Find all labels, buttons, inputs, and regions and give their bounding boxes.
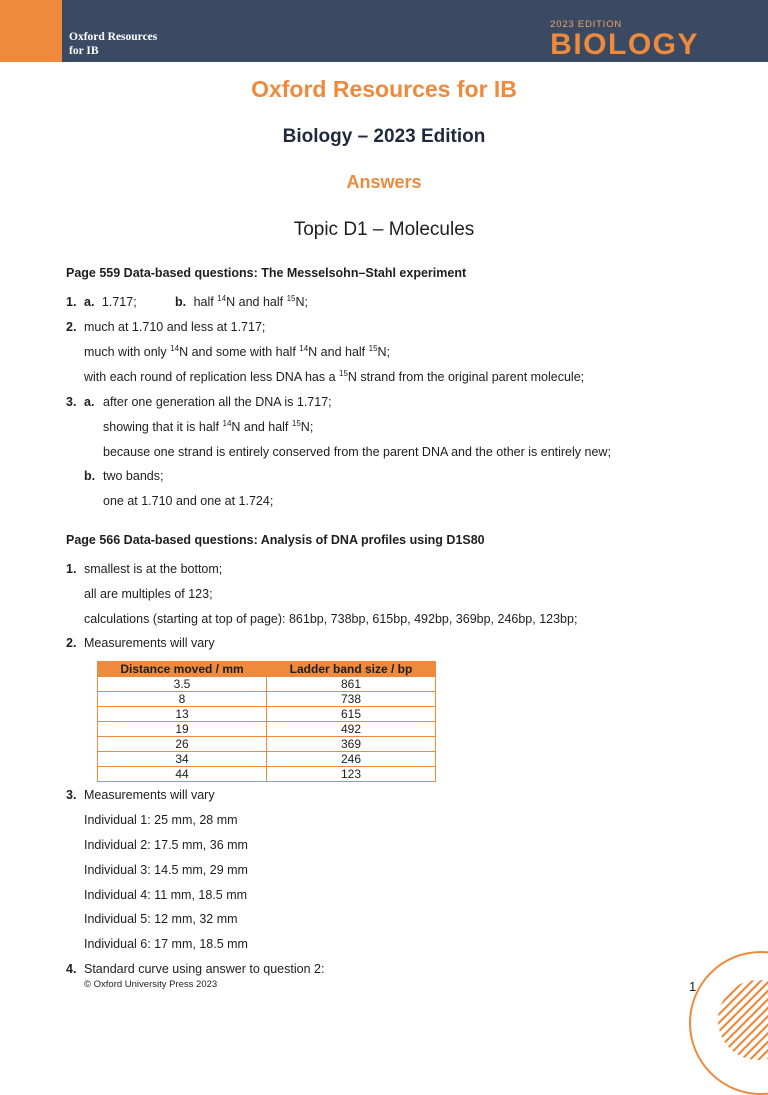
s1-q1a [84,294,137,310]
answer-text: 1.717; [101,295,137,309]
brand-logo [69,30,157,58]
individual-line: Individual 5: 12 mm, 32 mm [84,912,238,926]
s1-q1b [175,294,308,310]
answer-text-part: N and half [226,295,287,309]
table-cell: 369 [267,737,436,752]
table-cell: 123 [267,767,436,782]
isotope-15: 15 [291,418,301,428]
s1-q3b [84,468,95,484]
copyright: © Oxford University Press 2023 [84,979,218,990]
table-cell: 738 [267,692,436,707]
table-row [98,737,436,752]
table-cell: 246 [267,752,436,767]
topic-title: Topic D1 – Molecules [293,219,475,240]
answer-text-part: half [193,295,218,309]
answer-text-part: N strand from the original parent molecule; [347,370,585,384]
edition-label: 2023 EDITION [550,19,623,30]
table-cell: 13 [98,707,267,722]
individual-line: Individual 2: 17.5 mm, 36 mm [84,838,248,852]
s2-q2 [66,635,76,651]
question-number: 1. [66,562,77,576]
answer-text-part: N and half [308,345,369,359]
question-number: 2. [66,636,77,650]
table-cell: 615 [267,707,436,722]
header-accent-block [0,0,62,62]
isotope-14: 14 [299,343,309,353]
table-cell: 861 [267,677,436,692]
table-row [98,767,436,782]
section-1-heading: Page 559 Data-based questions: The Messelsohn–Stahl experiment [66,266,467,280]
question-number: 1. [66,295,77,309]
individual-line: Individual 6: 17 mm, 18.5 mm [84,937,248,951]
answer-line: calculations (starting at top of page): 861bp, 738bp, 615bp, 492bp, 369bp, 246bp, 123bp; [84,612,578,626]
table-row [98,752,436,767]
answer-text-part: showing that it is half [103,420,223,434]
table-cell: 8 [98,692,267,707]
isotope-15: 15 [339,368,348,378]
answer-text-part: much with only [84,345,171,359]
answer-text-part: N; [295,295,309,309]
table-header-band-size: Ladder band size / bp [267,662,436,677]
answer-line: much at 1.710 and less at 1.717; [84,320,266,334]
s1-q1 [66,294,76,310]
answer-line: smallest is at the bottom; [84,562,223,576]
brand-line-2: for IB [69,45,99,57]
answer-text-part: N; [377,345,391,359]
page-header [0,0,768,62]
s2-q3 [66,787,76,803]
table-cell: 34 [98,752,267,767]
s1-q2 [66,319,76,335]
brand-line-1: Oxford Resources [69,31,158,43]
table-cell: 26 [98,737,267,752]
table-header-row [98,662,436,677]
isotope-15: 15 [368,343,378,353]
document-subtitle: Biology – 2023 Edition [282,126,486,147]
answer-line: Measurements will vary [84,788,215,802]
table-cell: 492 [267,722,436,737]
isotope-15: 15 [286,293,296,303]
answer-text-part: N and half [231,420,292,434]
answer-text-part: N and some with half [179,345,300,359]
table-cell: 3.5 [98,677,267,692]
part-letter: a. [84,395,95,409]
isotope-14: 14 [217,293,227,303]
table-cell: 44 [98,767,267,782]
part-letter: b. [84,469,96,483]
answer-line [84,344,390,360]
individual-line: Individual 4: 11 mm, 18.5 mm [84,888,248,902]
table-row [98,677,436,692]
table-cell: 19 [98,722,267,737]
s1-q3 [66,394,76,410]
question-number: 3. [66,788,77,802]
answer-line: because one strand is entirely conserved from the parent DNA and the other is entirely new; [103,445,611,459]
answer-line [103,419,313,435]
question-number: 3. [66,395,77,409]
s1-q3a [84,394,94,410]
table-row [98,722,436,737]
page-number: 1 [689,979,697,994]
part-letter: b. [175,295,187,309]
answer-text-part: with each round of replication less DNA has a [84,370,339,384]
question-number: 2. [66,320,77,334]
table-row [98,692,436,707]
answers-title: Answers [346,172,422,192]
s2-q1 [66,561,76,577]
section-2-heading: Page 566 Data-based questions: Analysis of DNA profiles using D1S80 [66,533,485,547]
table-header-distance: Distance moved / mm [98,662,267,677]
answer-line: one at 1.710 and one at 1.724; [103,494,274,508]
individual-line: Individual 1: 25 mm, 28 mm [84,813,238,827]
answer-line: Standard curve using answer to question 2: [84,962,325,976]
edition-logo [550,20,699,59]
subject-label: BIOLOGY [550,28,699,61]
isotope-14: 14 [222,418,232,428]
answer-line: after one generation all the DNA is 1.717; [103,395,332,409]
table-row [98,707,436,722]
answer-line: all are multiples of 123; [84,587,213,601]
isotope-14: 14 [170,343,180,353]
document-title: Oxford Resources for IB [251,76,517,102]
individual-line: Individual 3: 14.5 mm, 29 mm [84,863,248,877]
ladder-table [97,661,436,782]
answer-line: Measurements will vary [84,636,215,650]
answer-text-part: N; [300,420,314,434]
question-number: 4. [66,962,77,976]
part-letter: a. [84,295,95,309]
answer-line: two bands; [103,469,164,483]
answer-line [84,369,584,385]
s2-q4 [66,961,76,977]
